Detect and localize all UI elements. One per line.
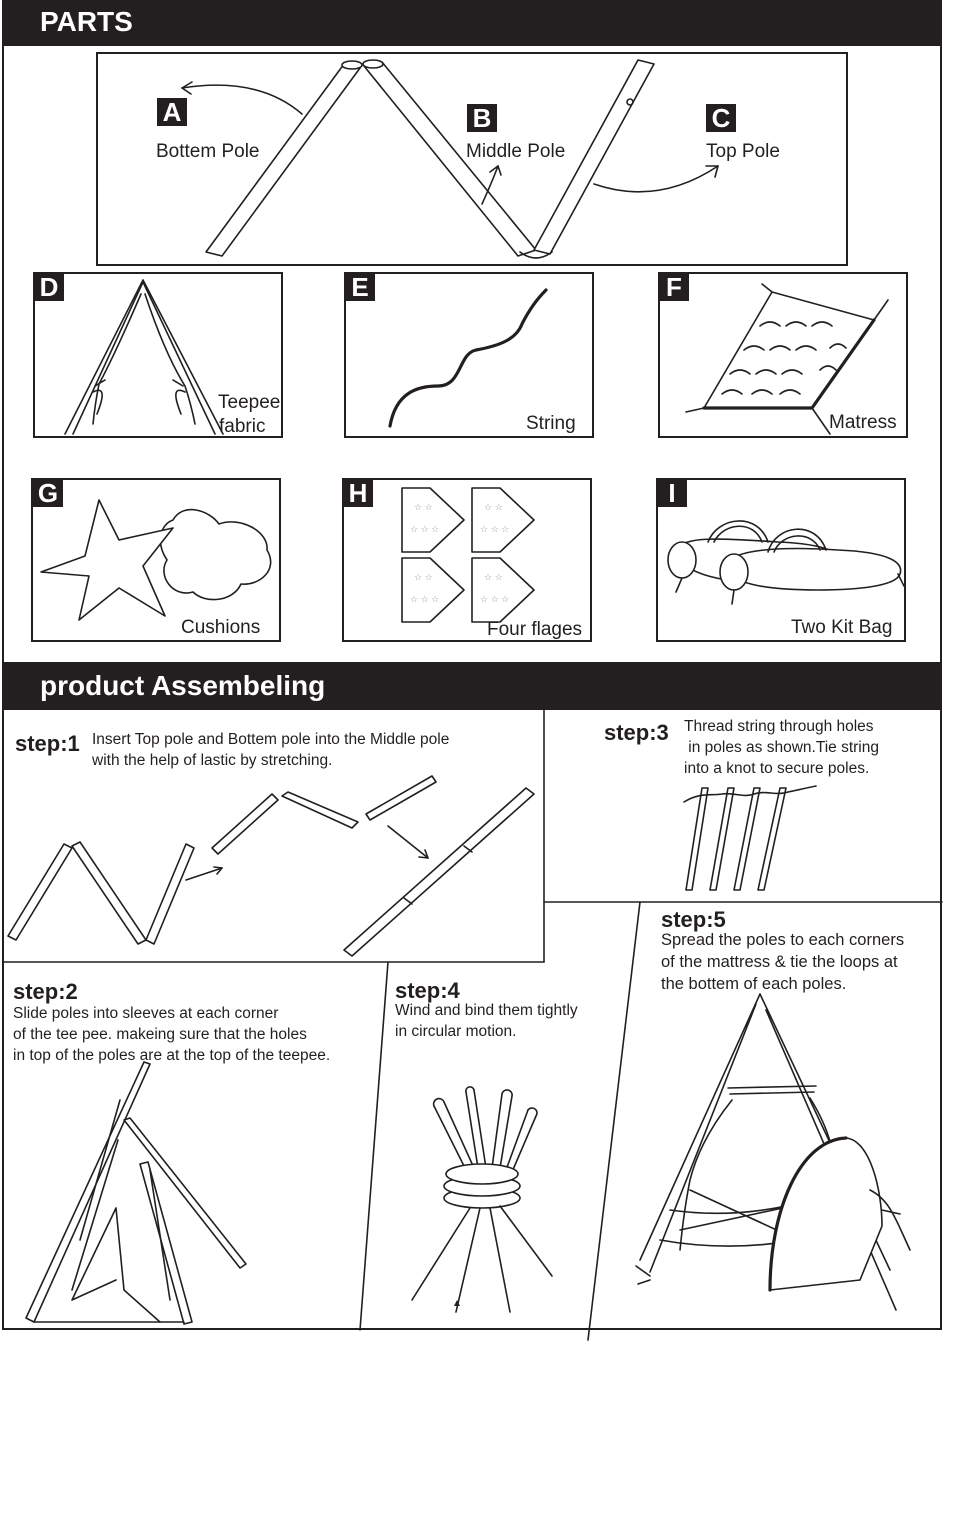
step3-illustration <box>670 780 830 896</box>
part-f-badge: F <box>659 273 689 301</box>
part-i-badge: I <box>657 479 687 507</box>
assembly-header: product Assembeling <box>40 670 326 701</box>
part-e-badge: E <box>345 273 375 301</box>
step2-title: step:2 <box>13 979 78 1004</box>
svg-text:☆ ☆: ☆ ☆ <box>484 502 503 512</box>
step5-line1: Spread the poles to each corners <box>661 931 905 949</box>
step2-illustration <box>20 1060 260 1328</box>
step2-line1: Slide poles into sleeves at each corner <box>13 1005 279 1022</box>
step4-line2: in circular motion. <box>395 1023 517 1040</box>
part-d-label-line2: fabric <box>219 416 266 437</box>
step3-title: step:3 <box>604 720 669 745</box>
svg-text:☆ ☆ ☆: ☆ ☆ ☆ <box>410 594 440 604</box>
part-c-badge: C <box>706 104 736 132</box>
step2-line3: in top of the poles are at the top of the teepee. <box>13 1047 331 1064</box>
step5-illustration <box>620 990 940 1320</box>
svg-text:☆ ☆: ☆ ☆ <box>414 502 433 512</box>
step5-title: step:5 <box>661 907 726 932</box>
parts-header: PARTS <box>40 6 133 37</box>
part-g-badge: G <box>33 479 63 507</box>
part-f-label: Matress <box>829 412 897 433</box>
step4-line1: Wind and bind them tightly <box>395 1002 578 1019</box>
step1-line2: with the help of lastic by stretching. <box>92 752 333 769</box>
svg-text:☆ ☆ ☆: ☆ ☆ ☆ <box>410 524 440 534</box>
step1-illustration <box>0 770 544 960</box>
svg-text:☆ ☆ ☆: ☆ ☆ ☆ <box>480 524 510 534</box>
step4-title: step:4 <box>395 978 460 1003</box>
step2-line2: of the tee pee. makeing sure that the holes <box>13 1026 307 1043</box>
part-d-label-line1: Teepee <box>218 392 281 413</box>
svg-text:☆ ☆: ☆ ☆ <box>484 572 503 582</box>
part-g-label: Cushions <box>181 617 261 638</box>
step4-illustration <box>400 1080 580 1316</box>
part-a-badge: A <box>157 98 187 126</box>
part-c-label: Top Pole <box>706 141 780 162</box>
part-b-label: Middle Pole <box>466 141 566 162</box>
part-h-label: Four flages <box>487 619 583 640</box>
step5-line2: of the mattress & tie the loops at <box>661 953 898 971</box>
part-b-badge: B <box>467 104 497 132</box>
part-h-badge: H <box>343 479 373 507</box>
svg-text:☆ ☆ ☆: ☆ ☆ ☆ <box>480 594 510 604</box>
part-a-label: Bottem Pole <box>156 141 260 162</box>
part-i-label: Two Kit Bag <box>791 617 893 638</box>
svg-text:☆ ☆: ☆ ☆ <box>414 572 433 582</box>
part-d-badge: D <box>34 273 64 301</box>
step3-line1: Thread string through holes <box>684 718 874 735</box>
step3-line2: in poles as shown.Tie string <box>684 739 879 756</box>
step5-line3: the bottem of each poles. <box>661 975 847 993</box>
part-e-label: String <box>526 413 576 434</box>
step1-line1: Insert Top pole and Bottem pole into the Middle pole <box>92 731 450 748</box>
step3-line3: into a knot to secure poles. <box>684 760 870 777</box>
step1-title: step:1 <box>15 731 80 756</box>
